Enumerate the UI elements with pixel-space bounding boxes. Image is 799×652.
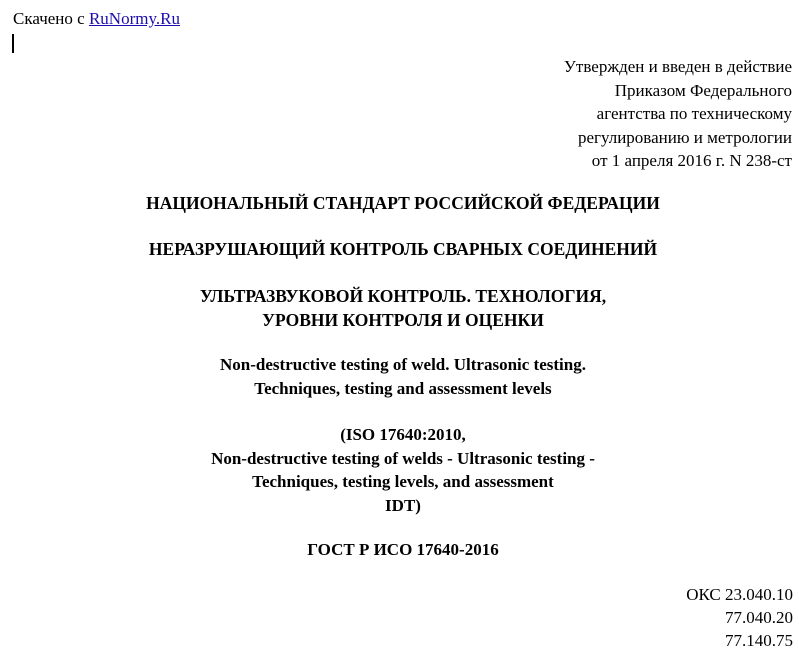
approval-line: от 1 апреля 2016 г. N 238-ст	[591, 151, 792, 170]
classification-codes	[686, 583, 793, 652]
standard-type-heading	[0, 191, 799, 215]
document-title-text: НЕРАЗРУШАЮЩИЙ КОНТРОЛЬ СВАРНЫХ СОЕДИНЕНИЙ	[148, 239, 658, 259]
document-subtitle-line: УРОВНИ КОНТРОЛЯ И ОЦЕНКИ	[262, 310, 544, 330]
standard-type-text: НАЦИОНАЛЬНЫЙ СТАНДАРТ РОССИЙСКОЙ ФЕДЕРАЦИИ	[146, 193, 660, 213]
english-title-line: Techniques, testing and assessment levels	[254, 378, 552, 398]
iso-reference-line: (ISO 17640:2010,	[340, 425, 466, 444]
runormy-link[interactable]: RuNormy.Ru	[88, 9, 180, 28]
standard-designation	[0, 538, 799, 562]
english-title-line: Non-destructive testing of weld. Ultrasonic testing.	[220, 355, 586, 374]
download-source-prefix: Скачено с	[13, 9, 89, 28]
iso-reference-line: Techniques, testing levels, and assessment	[252, 472, 554, 491]
document-subtitle	[0, 284, 799, 332]
standard-designation-text: ГОСТ Р ИСО 17640-2016	[307, 540, 499, 559]
document-title	[0, 237, 799, 261]
iso-reference	[0, 423, 799, 517]
approval-line: регулированию и метрологии	[577, 127, 792, 147]
english-title	[0, 353, 799, 400]
classification-code: ОКС 23.040.10	[686, 585, 793, 604]
iso-reference-line: IDT)	[385, 495, 421, 515]
approval-line: Приказом Федерального	[614, 80, 792, 100]
approval-block	[564, 55, 792, 173]
classification-code: 77.140.75	[725, 631, 793, 650]
document-subtitle-line: УЛЬТРАЗВУКОВОЙ КОНТРОЛЬ. ТЕХНОЛОГИЯ,	[199, 286, 607, 306]
approval-line: Утвержден и введен в действие	[563, 57, 792, 76]
approval-line: агентства по техническому	[596, 104, 792, 123]
download-source-line	[13, 9, 180, 29]
classification-code: 77.040.20	[725, 608, 793, 627]
text-cursor	[12, 34, 14, 53]
iso-reference-line: Non-destructive testing of welds - Ultrasonic testing -	[211, 448, 595, 468]
